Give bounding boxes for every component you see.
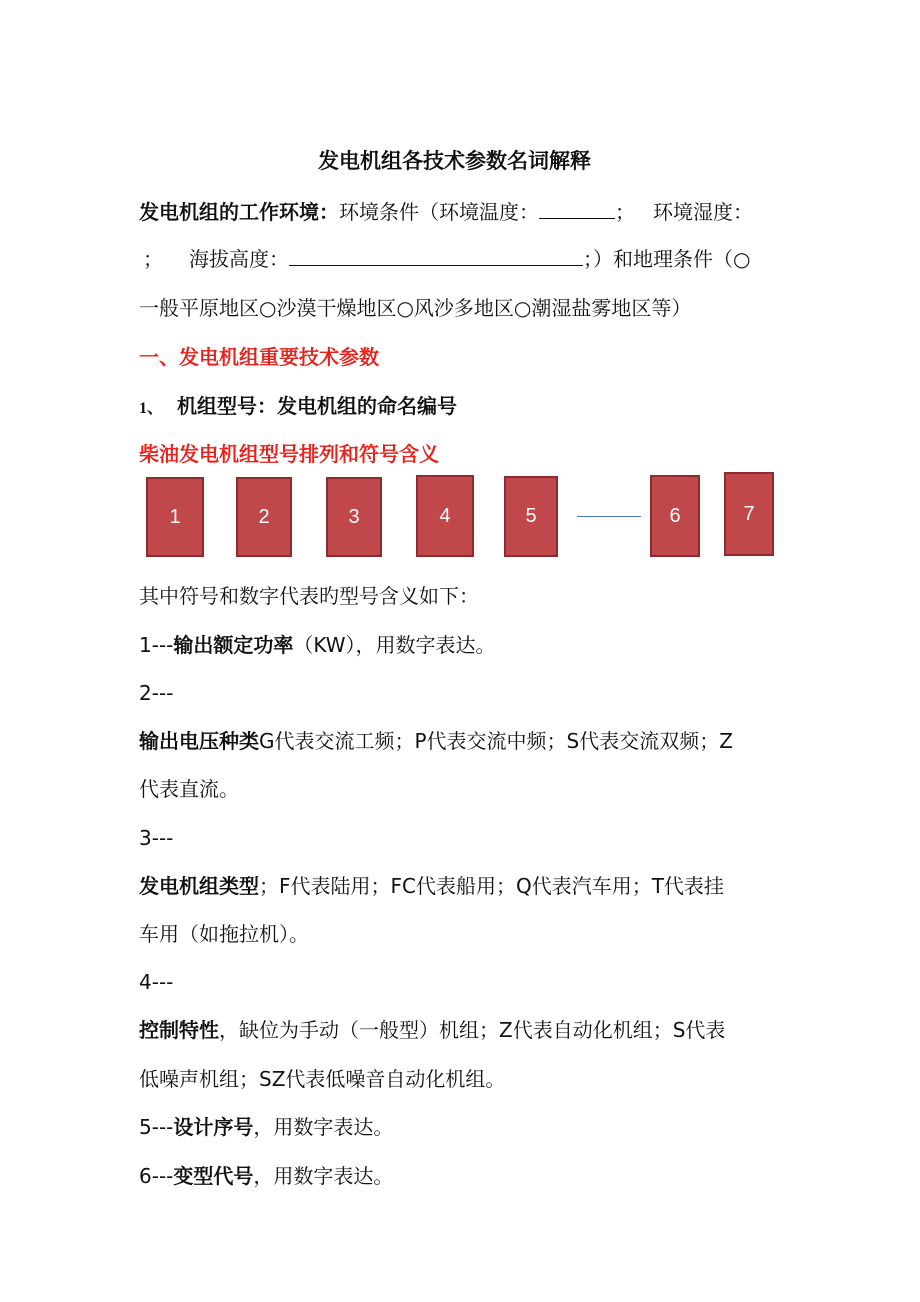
env-colon: ： [319, 200, 339, 224]
item-colon: ： [257, 394, 278, 418]
model-box-1: 1 [146, 477, 204, 557]
definition-5 [139, 1113, 393, 1141]
def6-prefix: 6--- [139, 1164, 174, 1188]
def5-prefix: 5--- [139, 1115, 174, 1139]
model-box-6: 6 [650, 475, 700, 557]
env-sep1: ； [615, 200, 635, 224]
item-model [139, 392, 457, 423]
def2-term: 输出电压种类 [139, 729, 259, 753]
def5-term: 设计序号 [173, 1115, 254, 1139]
model-box-2: 2 [236, 477, 292, 557]
model-box-7: 7 [724, 472, 774, 556]
def4-term: 控制特性 [139, 1018, 219, 1042]
definition-6 [139, 1162, 393, 1190]
temperature-blank [539, 198, 615, 219]
def6-text: ，用数字表达。 [253, 1164, 394, 1188]
env-humidity-label: 环境湿度： [653, 200, 753, 224]
model-box-5: 5 [504, 476, 558, 557]
definition-2 [139, 727, 733, 755]
definition-1 [139, 631, 496, 659]
definition-4 [139, 1016, 725, 1044]
def4-prefix: 4--- [139, 970, 174, 994]
model-box-4: 4 [416, 475, 474, 557]
connector-line [577, 516, 641, 517]
env-sep3: ；）和地理条件（ [583, 247, 733, 271]
model-heading: 柴油发电机组型号排列和符号含义 [139, 442, 439, 466]
definitions-intro: 其中符号和数字代表旳型号含义如下： [139, 584, 479, 608]
item-label: 机组型号 [177, 394, 258, 418]
definition-3 [139, 872, 724, 900]
model-box-3: 3 [326, 477, 382, 557]
def1-term: 输出额定功率 [173, 633, 294, 657]
circle-icon: ○ [733, 247, 751, 271]
env-sep2: ； [143, 247, 163, 271]
def1-text: （KW），用数字表达。 [293, 633, 496, 657]
page-title: 发电机组各技术参数名词解释 [318, 149, 591, 173]
def3-text: ；F代表陆用；FC代表船用；Q代表汽车用；T代表挂 [259, 874, 724, 898]
env-label: 发电机组的工作环境 [139, 200, 319, 224]
item-value: 发电机组的命名编号 [277, 394, 458, 418]
def2-text: G代表交流工频；P代表交流中频；S代表交流双频；Z [259, 729, 733, 753]
def3-prefix: 3--- [139, 826, 174, 850]
def2-line-2: 代表直流。 [139, 777, 239, 801]
def6-term: 变型代号 [173, 1164, 254, 1188]
env-altitude-label: 海拔高度： [189, 247, 289, 271]
def3-line-2: 车用（如拖拉机）。 [139, 922, 309, 946]
def2-prefix: 2--- [139, 681, 174, 705]
env-line-3: 一般平原地区○沙漠干燥地区○风沙多地区○潮湿盐雾地区等） [139, 296, 692, 320]
env-line-1 [139, 198, 753, 226]
env-intro: 环境条件（环境温度： [339, 200, 539, 224]
def4-text: ，缺位为手动（一般型）机组；Z代表自动化机组；S代表 [219, 1018, 726, 1042]
item-number: 1、 [139, 400, 164, 417]
def3-term: 发电机组类型 [139, 874, 259, 898]
section-heading: 一、发电机组重要技术参数 [139, 345, 379, 369]
altitude-blank [289, 245, 583, 266]
env-line-2 [143, 245, 750, 273]
def5-text: ，用数字表达。 [253, 1115, 394, 1139]
def4-line-2: 低噪声机组；SZ代表低噪音自动化机组。 [139, 1067, 506, 1091]
def1-prefix: 1--- [139, 633, 174, 657]
